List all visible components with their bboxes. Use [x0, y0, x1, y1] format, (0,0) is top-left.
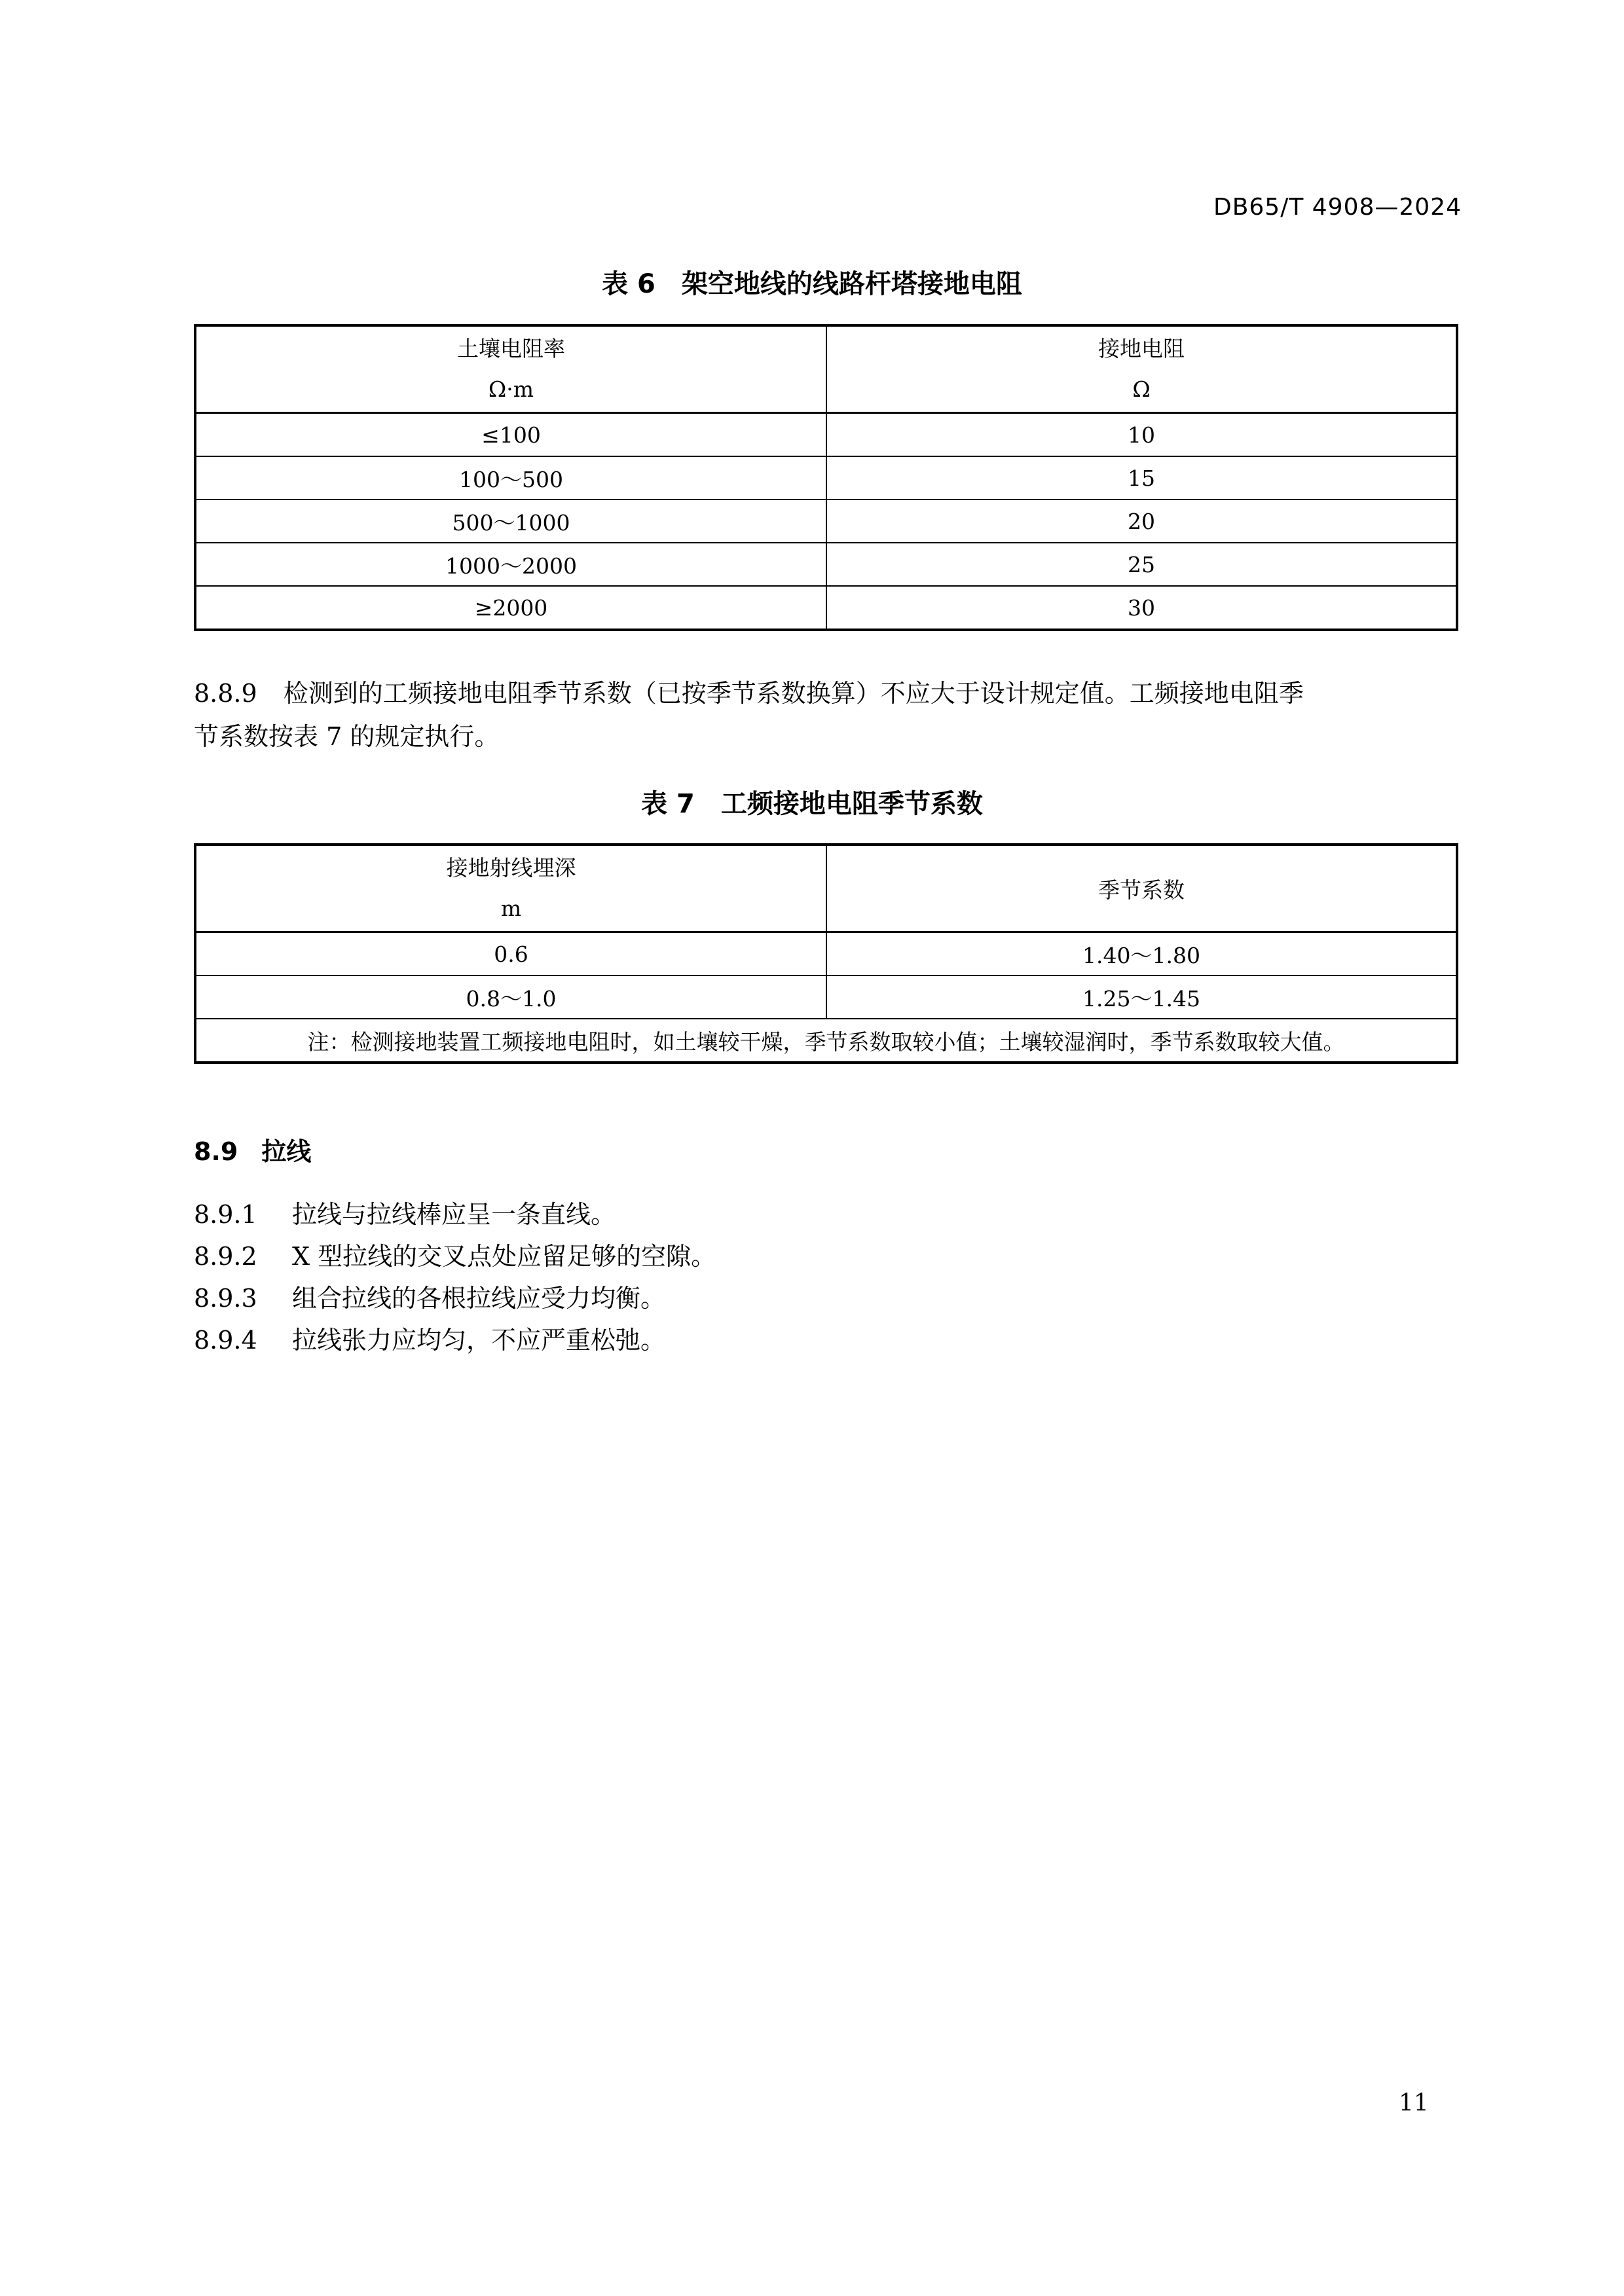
table-row — [195, 413, 1457, 457]
table6 — [194, 324, 1458, 631]
clause-number: 8.9.2 — [194, 1242, 257, 1271]
clause-8-9-2 — [194, 1236, 716, 1272]
clause-line-1 — [194, 672, 1456, 715]
table-note-row — [195, 1019, 1457, 1063]
header-text: 季节系数 — [1098, 877, 1185, 903]
table6-header-resistance — [826, 325, 1457, 413]
table-cell: 20 — [826, 500, 1457, 543]
table-row — [195, 586, 1457, 630]
table7-note: 注：检测接地装置工频接地电阻时，如土壤较干燥，季节系数取较小值；土壤较湿润时，季节系数取较大值。 — [195, 1019, 1457, 1063]
table-row — [195, 932, 1457, 976]
clause-line-2: 节系数按表 7 的规定执行。 — [194, 722, 500, 751]
section-8-9-heading — [194, 1131, 311, 1167]
table-cell: 10 — [826, 413, 1457, 457]
table7-caption: 工频接地电阻季节系数 — [720, 789, 983, 819]
table7-header-depth — [195, 845, 826, 932]
table-cell: 0.8～1.0 — [195, 975, 826, 1019]
table-row — [195, 456, 1457, 500]
table-cell: ≥2000 — [195, 586, 826, 630]
table7-title — [0, 783, 1624, 820]
clause-text: X 型拉线的交叉点处应留足够的空隙。 — [292, 1242, 716, 1271]
table-row — [195, 543, 1457, 586]
header-text: 接地电阻 — [1098, 336, 1185, 361]
table-cell: 500～1000 — [195, 500, 826, 543]
page-number: 11 — [1399, 2090, 1429, 2117]
header-unit: Ω — [1132, 376, 1151, 402]
table-cell: 30 — [826, 586, 1457, 630]
table-cell: 100～500 — [195, 456, 826, 500]
clause-text: 拉线与拉线棒应呈一条直线。 — [292, 1200, 616, 1229]
table6-label: 表 6 — [602, 269, 655, 299]
header-text: 土壤电阻率 — [457, 336, 565, 361]
table-row — [195, 500, 1457, 543]
table7-label: 表 7 — [641, 789, 695, 819]
clause-number: 8.8.9 — [194, 679, 257, 708]
clause-number: 8.9.1 — [194, 1200, 257, 1229]
table6-caption: 架空地线的线路杆塔接地电阻 — [681, 269, 1022, 299]
table-row — [195, 975, 1457, 1019]
header-text: 接地射线埋深 — [446, 855, 576, 881]
table-cell: ≤100 — [195, 413, 826, 457]
table-cell: 1.25～1.45 — [826, 975, 1457, 1019]
clause-8-9-3 — [194, 1278, 665, 1314]
clause-text: 拉线张力应均匀，不应严重松弛。 — [292, 1326, 666, 1355]
document-code: DB65/T 4908—2024 — [1213, 194, 1462, 221]
table-cell: 0.6 — [195, 932, 826, 976]
header-unit: Ω·m — [488, 376, 534, 402]
table6-title — [0, 263, 1624, 301]
clause-text: 检测到的工频接地电阻季节系数（已按季节系数换算）不应大于设计规定值。工频接地电阻季 — [283, 679, 1304, 708]
section-title: 拉线 — [261, 1137, 312, 1166]
table-cell: 25 — [826, 543, 1457, 586]
clause-8-8-9 — [194, 672, 1456, 758]
table7 — [194, 843, 1458, 1064]
table-cell: 1.40～1.80 — [826, 932, 1457, 976]
clause-8-9-1 — [194, 1194, 616, 1230]
table-cell: 15 — [826, 456, 1457, 500]
table6-header-resistivity — [195, 325, 826, 413]
header-unit: m — [500, 896, 522, 921]
section-number: 8.9 — [194, 1137, 238, 1166]
clause-text: 组合拉线的各根拉线应受力均衡。 — [292, 1284, 666, 1313]
table-cell: 1000～2000 — [195, 543, 826, 586]
clause-number: 8.9.4 — [194, 1326, 257, 1355]
clause-8-9-4 — [194, 1320, 665, 1356]
table7-header-coefficient — [826, 845, 1457, 932]
clause-number: 8.9.3 — [194, 1284, 257, 1313]
